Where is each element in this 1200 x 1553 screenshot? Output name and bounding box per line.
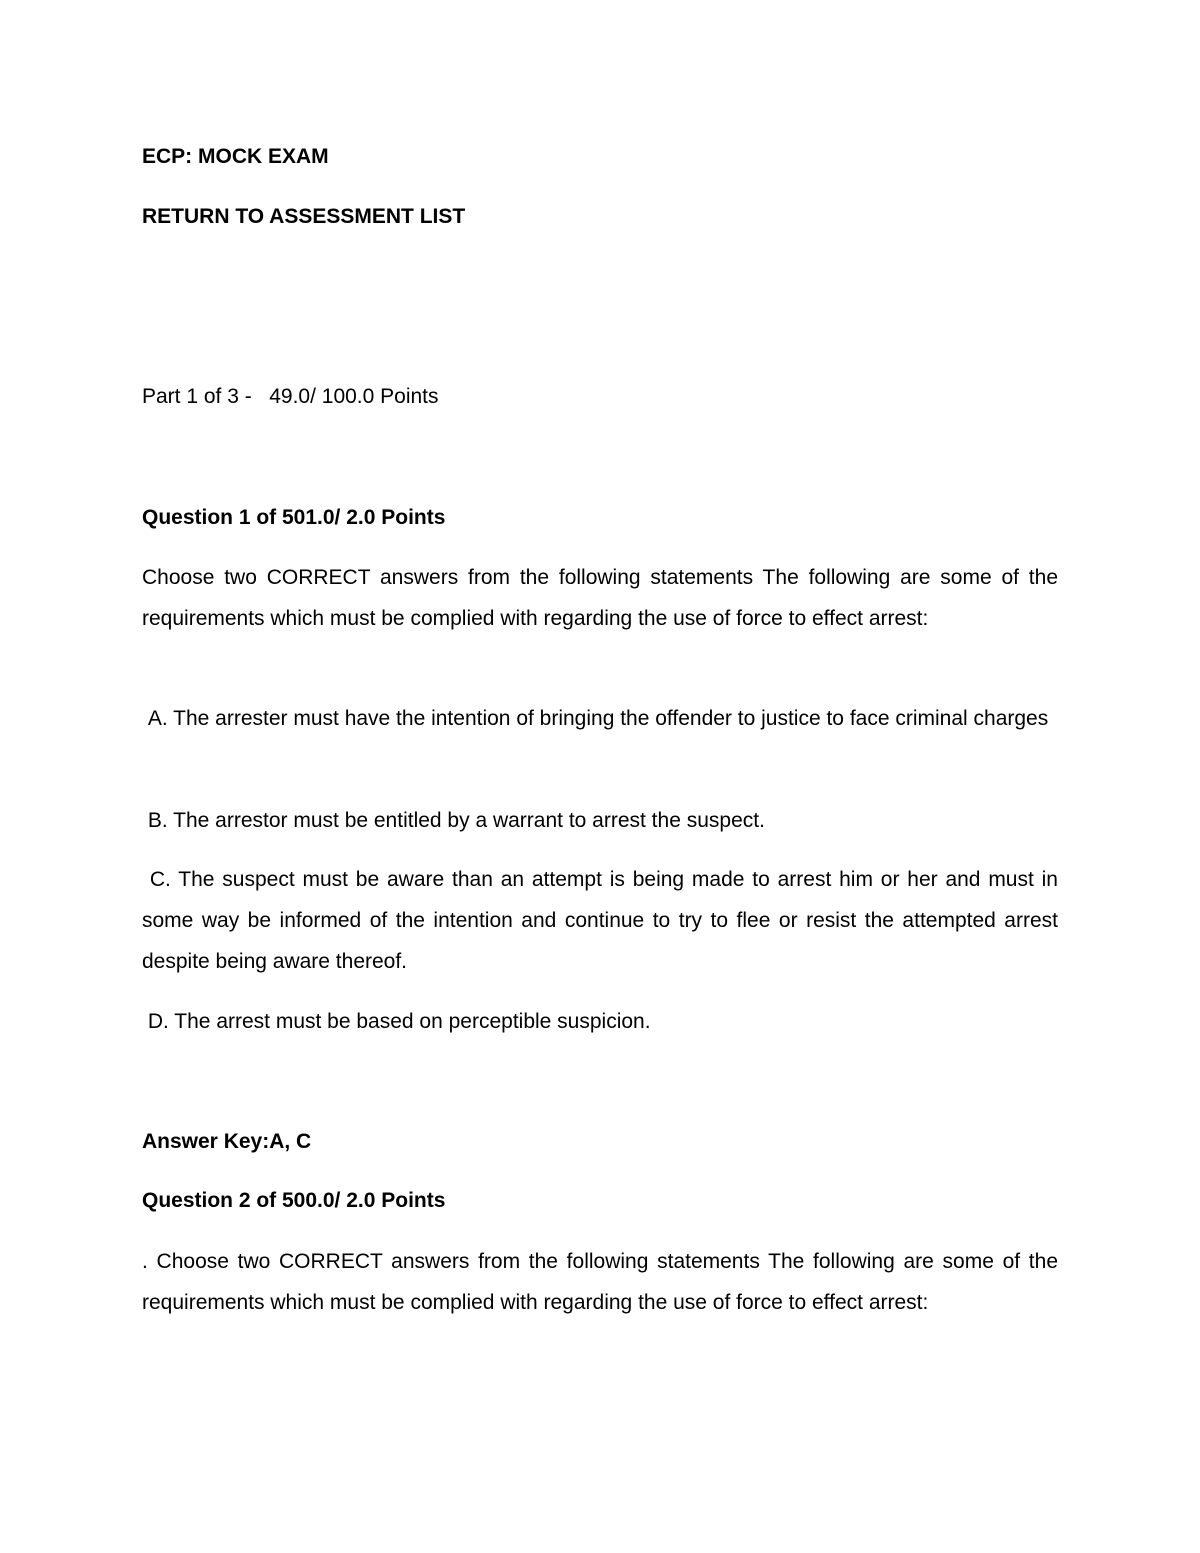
question-1-option-b: B. The arrestor must be entitled by a warrant to arrest the suspect.	[142, 809, 765, 832]
question-1-prompt: Choose two CORRECT answers from the following statements The following are some of the requirements which must be complied with regarding the use of force to effect arrest:	[142, 566, 1058, 630]
return-to-assessment-list-link[interactable]: RETURN TO ASSESSMENT LIST	[142, 205, 466, 228]
question-1-option-d: D. The arrest must be based on perceptible suspicion.	[142, 1010, 651, 1033]
question-1-header: Question 1 of 501.0/ 2.0 Points	[142, 506, 446, 529]
question-1-option-c: C. The suspect must be aware than an attempt is being made to arrest him or her and must in some way be informed of the intention and continue to try to flee or resist the attempted arrest despite being aware thereof.	[142, 868, 1064, 973]
document-title: ECP: MOCK EXAM	[142, 145, 329, 168]
question-2-header: Question 2 of 500.0/ 2.0 Points	[142, 1189, 446, 1212]
question-2-prompt: . Choose two CORRECT answers from the following statements The following are some of the requirements which must be complied with regarding the use of force to effect arrest:	[142, 1250, 1058, 1314]
question-1-option-a: A. The arrester must have the intention of bringing the offender to justice to face criminal charges	[142, 707, 1049, 730]
part-info: Part 1 of 3 - 49.0/ 100.0 Points	[142, 385, 439, 408]
question-1-answer-key: Answer Key:A, C	[142, 1130, 312, 1153]
